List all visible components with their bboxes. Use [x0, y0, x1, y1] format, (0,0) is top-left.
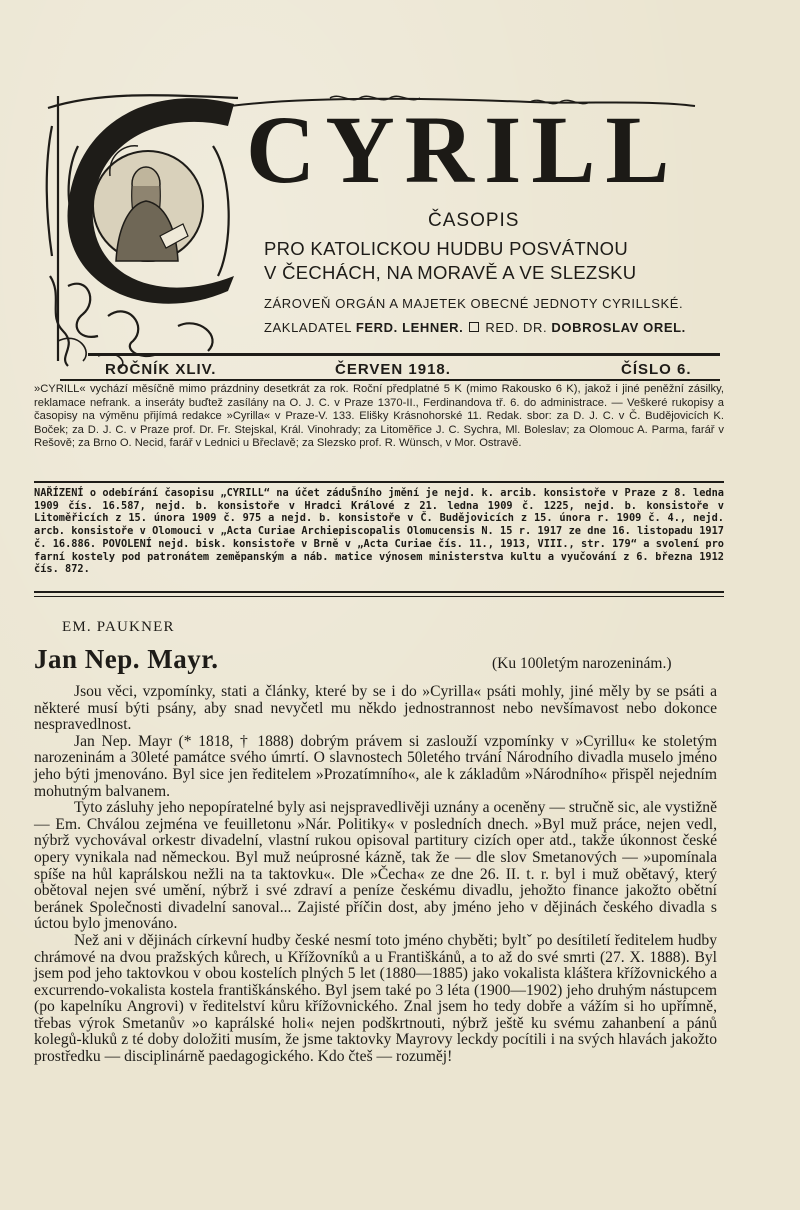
article-paragraph: Jan Nep. Mayr (* 1818, † 1888) dobrým právem si zaslouží vzpomínky v »Cyrillu« ke stoletým narozeninám a 30leté památce svého úmrtí. O slavnostech 50letého trvání Národního divadla muselo jméno jeho býti jmenováno. Byl sice jen ředitelem »Prozatímního«, ale k základům »Národního« přispěl nejedním mohutným balvanem. — [34, 732, 717, 800]
subscription-info — [34, 383, 724, 451]
journal-subtitle-line2: V ČECHÁCH, NA MORAVĚ A VE SLEZSKU — [264, 262, 637, 283]
issue-number: ČÍSLO 6. — [621, 361, 692, 378]
article-author: EM. PAUKNER — [62, 619, 175, 635]
subscription-text: »CYRILL« vychází měsíčně mimo prázdniny desetkrát za rok. Roční předplatné 5 K (mimo Rakousko 6 K), jakož i jiné peněžní zásilky, reklamace nefrank. a inseráty buďtež zasílány na O. J. C. v Praze 1370-II., Ferdinandova tř. 6. do administrace. — Veškeré rukopisy a časopisy na výměnu přijímá redakce »Cyrilla« v Praze-V. 133. Elišky Krásnohorské 11. Redak. sbor: za D. J. C. v Č. Budějovicích K. Boček; za D. J. C. v Praze prof. Dr. Fr. Stejskal, Král. Vinohrady; za Litoměřice J. C. Sychra, Ml. Boleslav; za Olomouc A. Parma, farář v Rešově; za Brno O. Necid, farář v Lednici u Břeclavě; za Slezsko prof. R. Wünsch, v Mor. Ostravě. — [34, 383, 724, 450]
article-subtitle: (Ku 100letým narozeninám.) — [492, 655, 672, 672]
founder-name: FERD. LEHNER. — [355, 320, 464, 335]
organ-line: ZÁROVEŇ ORGÁN A MAJETEK OBECNÉ JEDNOTY CYRILLSKÉ. — [264, 296, 684, 311]
ornamental-initial-c-icon — [38, 86, 248, 371]
header-rule-top — [88, 353, 720, 356]
article-paragraph: Jsou věci, vzpomínky, stati a články, které by se i do »Cyrilla« psáti mohly, jiné měly by se psáti a některé musí býti psány, aby snad nevyčetl mu někdo jednostrannost nebo nevšímavost nebo dokonce nespravedlnost. — [34, 683, 717, 734]
decree-block — [34, 487, 724, 576]
volume-label: ROČNÍK XLIV. — [105, 361, 217, 378]
decree-rule-bottom-2 — [34, 596, 724, 597]
founder-editor-line — [264, 320, 686, 335]
issue-info-row — [100, 361, 710, 381]
decree-text: NAŘÍZENÍ o odebírání časopisu „CYRILL“ na účet záduŠního jmění je nejd. k. arcib. konsistoře v Praze z 8. ledna 1909 čís. 16.587, nejd. b. konsistoře v Hradci Králové z 21. ledna 1909 č. 1225, nejd. b. konsistoře v Litoměřicích z 15. února 1909 č. 975 a nejd. b. konsistoře v Č. Budějovicích z 15. února r. 1909 č. 4., nejd. arcb. konsistoře v Olomouci v „Acta Curiae Archiepiscopalis Olomucensis N. 15 r. 1917 ze dne 16. listopadu 1917 č. 16.886. POVOLENÍ nejd. bisk. konsistoře v Brně v „Acta Curiae čís. 11., 1913, VIII., str. 179“ a svolení pro farní kostely pod patronátem zeměpanským a náb. matice výnosem ministerstva kultu a vyučování z 6. března 1912 čís. 872. — [34, 487, 724, 576]
square-separator-icon — [469, 322, 479, 332]
issue-month: ČERVEN 1918. — [335, 361, 451, 378]
article-title: Jan Nep. Mayr. — [34, 644, 219, 674]
founder-prefix: ZAKLADATEL — [264, 320, 352, 335]
editor-name: DOBROSLAV OREL. — [551, 320, 686, 335]
journal-subtitle-label: ČASOPIS — [428, 210, 520, 231]
journal-title: CYRILL — [246, 96, 680, 203]
decree-rule-bottom-1 — [34, 591, 724, 593]
journal-subtitle-line1: PRO KATOLICKOU HUDBU POSVÁTNOU — [264, 238, 628, 259]
decree-rule-top — [34, 481, 724, 483]
header-rule-bottom — [60, 379, 720, 381]
editor-prefix: RED. DR. — [485, 320, 548, 335]
article-body — [34, 684, 717, 1066]
article-paragraph: Než ani v dějinách církevní hudby české nesmí toto jméno chyběti; byltˇ po desítiletí ředitelem hudby chrámové na dvou pražských kůrech, u Křížovníků a u Františkánů, a to až do své smrti (27. X. 1888). Byl jsem pod jeho taktovkou v obou kostelích plných 5 let (1880—1885) jako vokalista kláštera křížovnického a excurrendo-vokalista kostela františkánského. Byl jsem také po 3 léta (1900—1902) jeho druhým nástupcem (po kapelníku Angrovi) v ředitelství kůru křížovnického. Znal jsem ho tedy dobře a vážím si ho upřímně, třebas výrok Smetanův »o kaprálské holi« nejen podškrtnouti, nýbrž ještě ku svému zahanbení a pánů kolegů-kluků z té doby doložiti musím, že jsme taktovky Mayrovy leckdy pocítili i na svých hlavách jakožto prostředku — disciplinárně paedagogického. Kdo čteš — rozuměj! — [34, 931, 717, 1066]
article-paragraph: Tyto zásluhy jeho nepopíratelné byly asi nejspravedlivěji uznány a oceněny — stručně sic, ale vystižně — Em. Chválou zejména ve feuilletonu »Nár. Politiky« v posledních dnech. »Byl muž práce, nejen vedl, nýbrž vychovával orkestr divadelní, vlastní rukou opisoval partitury cizích oper atd., takže úkonnost české opery vynikala nad německou. Byl muž neúprosné kázně, tak že — dle slov Smetanových — »upomínala spíše na hůl kaprálskou nežli na ta taktovku«. Dle »Čecha« ze dne 26. II. t. r. byl i muž obětavý, který obětoval nejen své umění, nýbrž i své zdraví a peníze českému divadlu, jehožto finance jakožto obětní beránek Společnosti divadelní sanoval... Zajisté příčin dost, aby jméno jeho v dějinách českého divadla s úctou bylo jmenováno. — [34, 799, 717, 933]
